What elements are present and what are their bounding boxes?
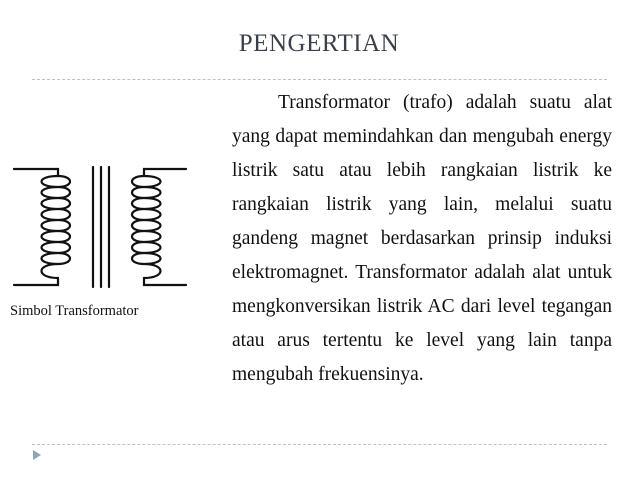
top-divider	[32, 79, 607, 80]
triangle-bullet-icon	[31, 449, 43, 461]
transformer-symbol-icon	[10, 163, 190, 291]
bottom-divider	[32, 444, 607, 445]
definition-paragraph: Transformator (trafo) adalah suatu alat yang dapat memindahkan dan mengubah energy listrik satu atau lebih rangkaian listrik ke rangkaian listrik yang lain, melalui suatu gandeng magnet berdasarkan prinsip induksi elektromagnet. Transformator adalah alat untuk mengkonversikan listrik AC dari level tegangan atau arus tertentu ke level yang lain tanpa mengubah frekuensinya.	[232, 92, 612, 385]
symbol-caption: Simbol Transformator	[10, 303, 139, 319]
slide-title: PENGERTIAN	[238, 30, 400, 57]
